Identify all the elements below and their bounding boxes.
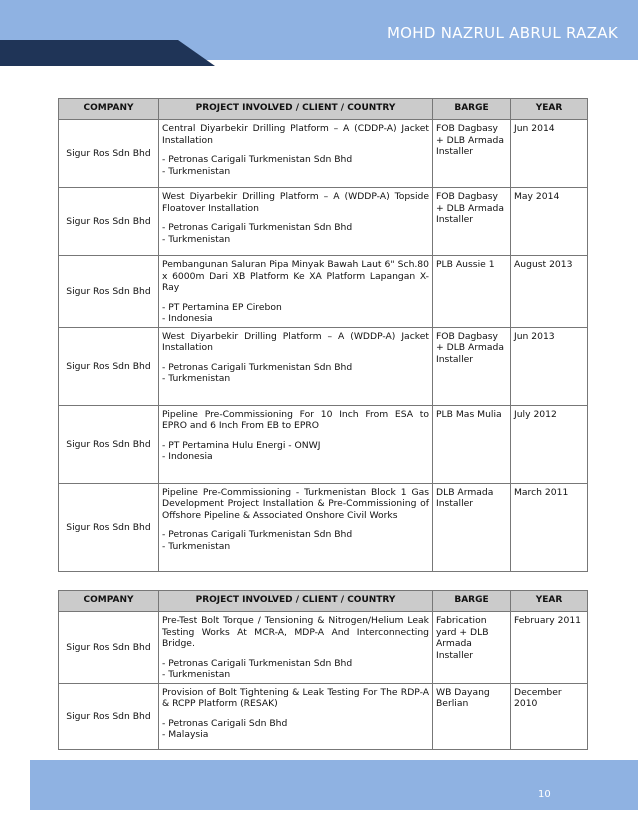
project-title: Pipeline Pre-Commissioning For 10 Inch From ESA to EPRO and 6 Inch From EB to EPRO <box>162 408 429 431</box>
barge-cell: Fabrication yard + DLB Armada Installer <box>433 612 511 684</box>
column-header-year: YEAR <box>511 591 588 612</box>
barge-cell: PLB Mas Mulia <box>433 405 511 483</box>
project-title: Pipeline Pre-Commissioning - Turkmenistan Block 1 Gas Development Project Installation & Pre-Commissioning of Offshore Pipeline & Associated Onshore Civil Works <box>162 486 429 521</box>
spacer <box>162 294 429 302</box>
table-header-row <box>59 99 588 120</box>
spacer <box>162 432 429 440</box>
table-row <box>59 405 588 483</box>
column-header-company: COMPANY <box>59 99 159 120</box>
column-header-company: COMPANY <box>59 591 159 612</box>
barge-cell: DLB Armada Installer <box>433 483 511 571</box>
country-name: - Turkmenistan <box>162 233 231 245</box>
spacer <box>162 146 429 154</box>
spacer <box>162 214 429 222</box>
project-cell <box>159 256 433 328</box>
country-name: - Indonesia <box>162 451 213 462</box>
spacer <box>162 354 429 362</box>
table-row <box>59 188 588 256</box>
project-title: Pre-Test Bolt Torque / Tensioning & Nitrogen/Helium Leak Testing Works At MCR-A, MDP-A And Interconnecting Bridge. <box>162 615 429 649</box>
projects-table-2 <box>58 590 588 750</box>
year-cell: May 2014 <box>511 188 588 256</box>
barge-cell: PLB Aussie 1 <box>433 256 511 328</box>
year-cell: Jun 2014 <box>511 120 588 188</box>
project-cell <box>159 612 433 684</box>
client-name: - Petronas Carigali Turkmenistan Sdn Bhd <box>162 154 353 165</box>
header-accent <box>0 40 215 66</box>
company-cell: Sigur Ros Sdn Bhd <box>59 120 159 188</box>
year-cell: February 2011 <box>511 612 588 684</box>
table-row <box>59 120 588 188</box>
column-header-barge: BARGE <box>433 99 511 120</box>
project-title: West Diyarbekir Drilling Platform – A (WDDP-A) Jacket Installation <box>162 330 429 353</box>
column-header-barge: BARGE <box>433 591 511 612</box>
client-name: - Petronas Carigali Sdn Bhd <box>162 717 288 729</box>
country-name: - Turkmenistan <box>162 165 231 177</box>
footer-band <box>30 760 638 810</box>
column-header-project: PROJECT INVOLVED / CLIENT / COUNTRY <box>159 591 433 612</box>
company-cell: Sigur Ros Sdn Bhd <box>59 327 159 405</box>
table-row <box>59 327 588 405</box>
country-name: - Turkmenistan <box>162 540 231 552</box>
company-cell: Sigur Ros Sdn Bhd <box>59 405 159 483</box>
company-cell: Sigur Ros Sdn Bhd <box>59 612 159 684</box>
year-cell: August 2013 <box>511 256 588 328</box>
client-name: - Petronas Carigali Turkmenistan Sdn Bhd <box>162 222 353 233</box>
column-header-year: YEAR <box>511 99 588 120</box>
client-name: - Petronas Carigali Turkmenistan Sdn Bhd <box>162 361 353 373</box>
project-title: Provision of Bolt Tightening & Leak Testing For The RDP-A & RCPP Platform (RESAK) <box>162 686 429 709</box>
table-row <box>59 683 588 749</box>
barge-cell: FOB Dagbasy + DLB Armada Installer <box>433 188 511 256</box>
client-name: - Petronas Carigali Turkmenistan Sdn Bhd <box>162 657 353 669</box>
table-row <box>59 612 588 684</box>
year-cell: December 2010 <box>511 683 588 749</box>
table-header-row <box>59 591 588 612</box>
client-name: - Petronas Carigali Turkmenistan Sdn Bhd <box>162 529 353 540</box>
spacer <box>162 710 429 718</box>
country-name: - Turkmenistan <box>162 669 231 680</box>
table-row <box>59 483 588 571</box>
country-name: - Turkmenistan <box>162 373 231 384</box>
table-row <box>59 256 588 328</box>
spacer <box>162 521 429 529</box>
company-cell: Sigur Ros Sdn Bhd <box>59 188 159 256</box>
column-header-project: PROJECT INVOLVED / CLIENT / COUNTRY <box>159 99 433 120</box>
barge-cell: FOB Dagbasy + DLB Armada Installer <box>433 120 511 188</box>
spacer <box>162 650 429 658</box>
company-cell: Sigur Ros Sdn Bhd <box>59 256 159 328</box>
project-cell <box>159 188 433 256</box>
project-title: West Diyarbekir Drilling Platform – A (WDDP-A) Topside Floatover Installation <box>162 191 429 214</box>
year-cell: July 2012 <box>511 405 588 483</box>
project-cell <box>159 483 433 571</box>
resume-owner-name: MOHD NAZRUL ABRUL RAZAK <box>386 24 618 42</box>
company-cell: Sigur Ros Sdn Bhd <box>59 483 159 571</box>
country-name: - Indonesia <box>162 313 213 324</box>
year-cell: March 2011 <box>511 483 588 571</box>
project-cell <box>159 327 433 405</box>
barge-cell: FOB Dagbasy + DLB Armada Installer <box>433 327 511 405</box>
project-cell <box>159 120 433 188</box>
barge-cell: WB Dayang Berlian <box>433 683 511 749</box>
client-name: - PT Pertamina EP Cirebon <box>162 301 282 313</box>
company-cell: Sigur Ros Sdn Bhd <box>59 683 159 749</box>
project-title: Central Diyarbekir Drilling Platform – A (CDDP-A) Jacket Installation <box>162 123 429 146</box>
year-cell: Jun 2013 <box>511 327 588 405</box>
project-cell <box>159 405 433 483</box>
page-number: 10 <box>538 789 551 800</box>
project-cell <box>159 683 433 749</box>
project-title: Pembangunan Saluran Pipa Minyak Bawah Laut 6" Sch.80 x 6000m Dari XB Platform Ke XA Platform Lapangan X-Ray <box>162 259 429 293</box>
projects-table-1 <box>58 98 588 572</box>
country-name: - Malaysia <box>162 729 209 740</box>
client-name: - PT Pertamina Hulu Energi - ONWJ <box>162 439 321 451</box>
